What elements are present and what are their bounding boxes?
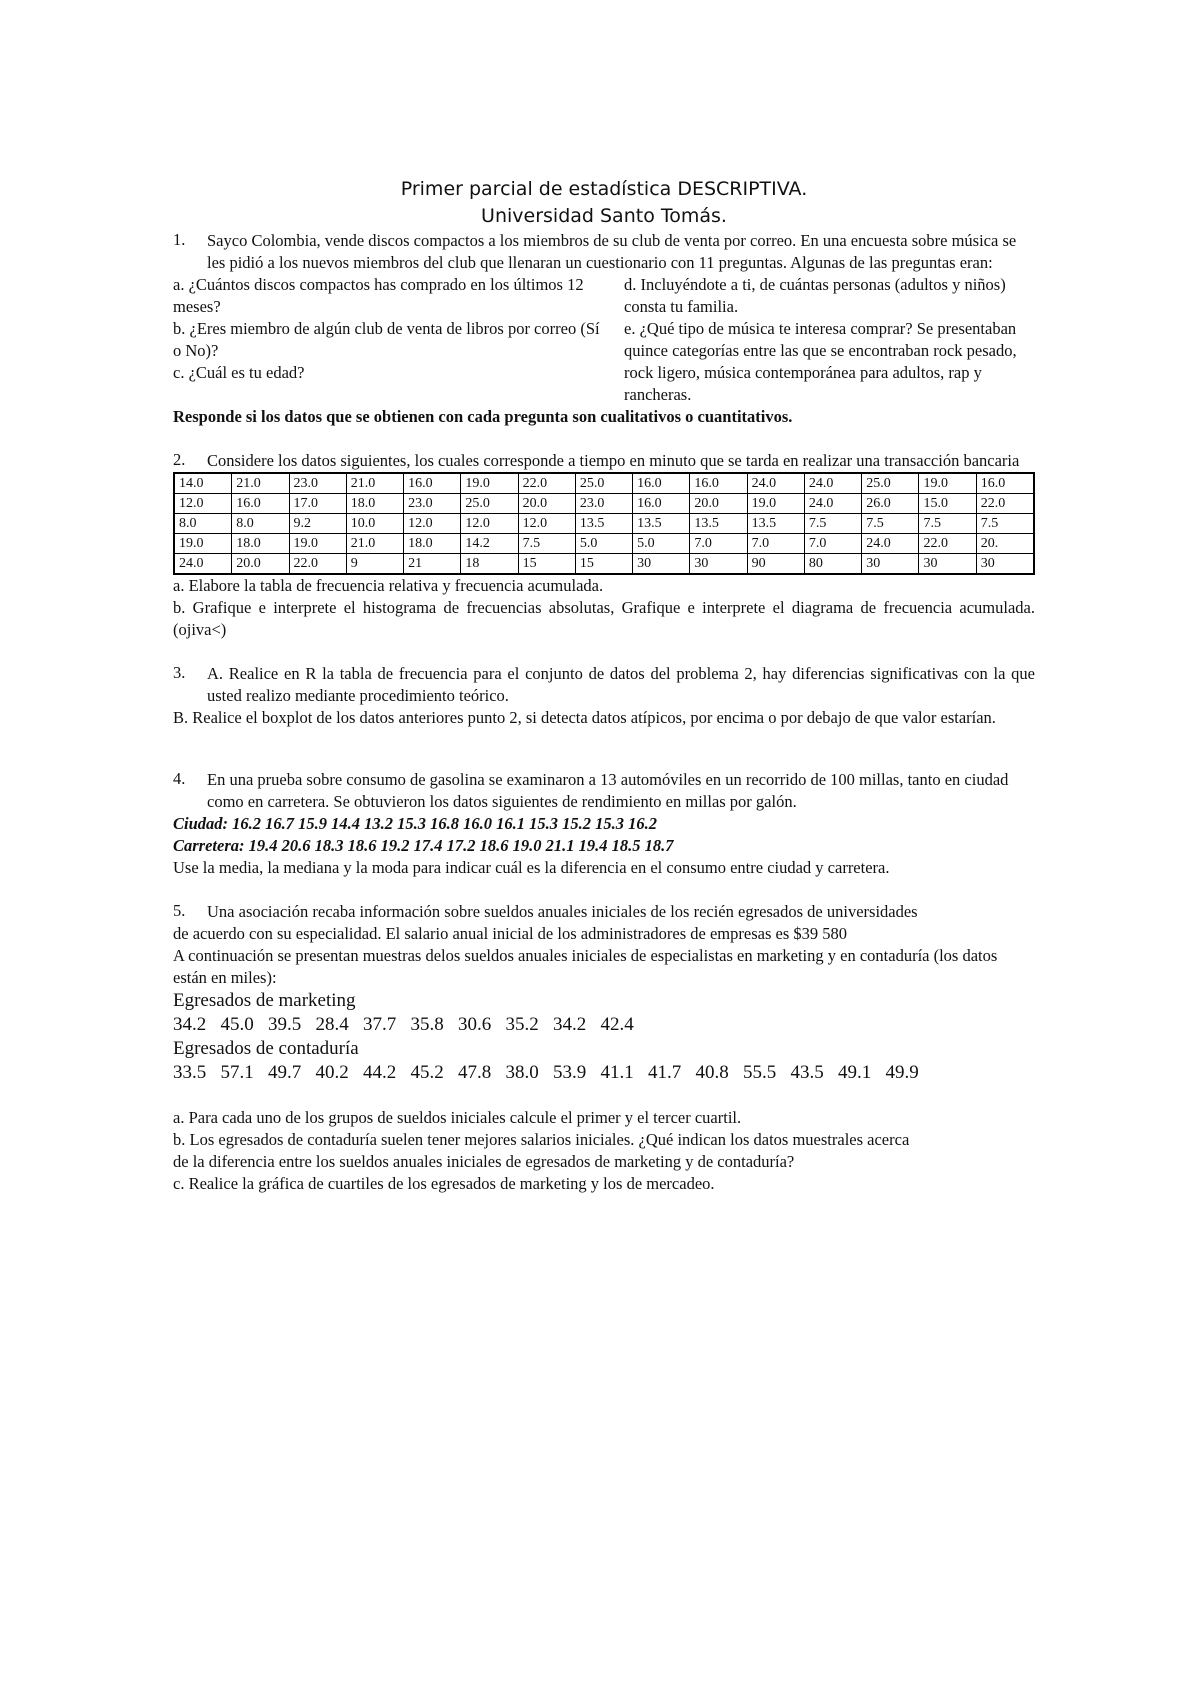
marketing-data: 34.2 45.0 39.5 28.4 37.7 35.8 30.6 35.2 34.2 42.4 [173, 1014, 634, 1035]
exam-title-line1: Primer parcial de estadística DESCRIPTIVA. [400, 178, 808, 200]
table-cell: 12.0 [518, 514, 575, 534]
option-e: e. ¿Qué tipo de música te interesa comprar? Se presentaban quince categorías entre las que se encontraban rock pesado, rock ligero, música contemporánea para adultos, rap y rancheras. [624, 319, 1017, 404]
question-3 [173, 663, 1035, 707]
table-cell: 7.0 [747, 534, 804, 554]
table-cell: 18.0 [346, 494, 403, 514]
table-cell: 8.0 [174, 514, 232, 534]
ciudad-data: Ciudad: 16.2 16.7 15.9 14.4 13.2 15.3 16.8 16.0 16.1 15.3 15.2 15.3 16.2 [173, 814, 658, 833]
table-cell: 19.0 [289, 534, 346, 554]
table-cell: 20.0 [518, 494, 575, 514]
table-cell: 7.0 [690, 534, 747, 554]
table-row [174, 494, 1034, 514]
table-cell: 18 [461, 554, 518, 575]
exam-title-line2: Universidad Santo Tomás. [481, 205, 727, 227]
table-cell: 15 [575, 554, 632, 575]
question-5-line2: de acuerdo con su especialidad. El salario anual inicial de los administradores de empresas es $39 580 [173, 924, 847, 943]
question-1-left-column [173, 274, 604, 406]
question-1-number: 1. [173, 230, 186, 249]
contaduria-label: Egresados de contaduría [173, 1038, 359, 1059]
question-1-instruction: Responde si los datos que se obtienen con cada pregunta son cualitativos o cuantitativos. [173, 407, 793, 426]
option-c: c. ¿Cuál es tu edad? [173, 363, 305, 382]
table-cell: 24.0 [747, 473, 804, 494]
table-cell: 19.0 [747, 494, 804, 514]
table-cell: 22.0 [919, 534, 976, 554]
table-cell: 30 [919, 554, 976, 575]
table-cell: 16.0 [232, 494, 289, 514]
exam-page [173, 176, 1035, 1195]
table-cell: 30 [690, 554, 747, 575]
table-cell: 90 [747, 554, 804, 575]
table-cell: 24.0 [174, 554, 232, 575]
table-cell: 7.5 [518, 534, 575, 554]
table-cell: 7.5 [919, 514, 976, 534]
table-cell: 7.0 [804, 534, 861, 554]
table-cell: 19.0 [919, 473, 976, 494]
table-cell: 24.0 [804, 494, 861, 514]
question-2-part-a: a. Elabore la tabla de frecuencia relativa y frecuencia acumulada. [173, 576, 604, 595]
table-cell: 16.0 [633, 494, 690, 514]
table-cell: 5.0 [575, 534, 632, 554]
table-cell: 12.0 [174, 494, 232, 514]
table-cell: 25.0 [575, 473, 632, 494]
question-5 [173, 901, 1035, 923]
question-5-number: 5. [173, 901, 186, 920]
table-cell: 21.0 [346, 534, 403, 554]
table-cell: 13.5 [575, 514, 632, 534]
table-cell: 30 [633, 554, 690, 575]
table-cell: 17.0 [289, 494, 346, 514]
table-cell: 19.0 [461, 473, 518, 494]
question-1-right-column [604, 274, 1035, 406]
table-cell: 7.5 [976, 514, 1034, 534]
table-cell: 18.0 [404, 534, 461, 554]
table-cell: 16.0 [404, 473, 461, 494]
table-cell: 25.0 [461, 494, 518, 514]
table-cell: 24.0 [804, 473, 861, 494]
question-3-part-a: A. Realice en R la tabla de frecuencia para el conjunto de datos del problema 2, hay diferencias significativas con la que usted realizo mediante procedimiento teórico. [207, 664, 1035, 705]
question-2-part-b: b. Grafique e interprete el histograma de frecuencias absolutas, Grafique e interprete el diagrama de frecuencia acumulada. (ojiva<) [173, 598, 1035, 639]
table-cell: 16.0 [690, 473, 747, 494]
question-3-part-b: B. Realice el boxplot de los datos anteriores punto 2, si detecta datos atípicos, por encima o por debajo de que valor estarían. [173, 708, 996, 727]
table-cell: 80 [804, 554, 861, 575]
question-4-intro: En una prueba sobre consumo de gasolina se examinaron a 13 automóviles en un recorrido de 100 millas, tanto en ciudad como en carretera. Se obtuvieron los datos siguientes de rendimiento en millas por galón. [207, 770, 1009, 811]
table-cell: 23.0 [404, 494, 461, 514]
contaduria-data: 33.5 57.1 49.7 40.2 44.2 45.2 47.8 38.0 53.9 41.1 41.7 40.8 55.5 43.5 49.1 49.9 [173, 1062, 919, 1083]
question-5-part-b: b. Los egresados de contaduría suelen tener mejores salarios iniciales. ¿Qué indican los datos muestrales acerca de la diferencia entre los sueldos anuales iniciales de egresados de marketing y de contaduría? [173, 1130, 910, 1171]
table-cell: 23.0 [289, 473, 346, 494]
table-row [174, 554, 1034, 575]
marketing-label: Egresados de marketing [173, 990, 356, 1011]
question-2 [173, 450, 1035, 472]
table-cell: 15 [518, 554, 575, 575]
table-cell: 26.0 [862, 494, 919, 514]
table-cell: 7.5 [804, 514, 861, 534]
table-cell: 9 [346, 554, 403, 575]
table-cell: 14.2 [461, 534, 518, 554]
option-d: d. Incluyéndote a ti, de cuántas personas (adultos y niños) consta tu familia. [624, 275, 1006, 316]
question-4-instruction: Use la media, la mediana y la moda para indicar cuál es la diferencia en el consumo entre ciudad y carretera. [173, 858, 890, 877]
table-cell: 22.0 [518, 473, 575, 494]
carretera-data: Carretera: 19.4 20.6 18.3 18.6 19.2 17.4 17.2 18.6 19.0 21.1 19.4 18.5 18.7 [173, 836, 674, 855]
table-cell: 14.0 [174, 473, 232, 494]
table-cell: 23.0 [575, 494, 632, 514]
question-3-number: 3. [173, 663, 186, 682]
table-cell: 24.0 [862, 534, 919, 554]
table-cell: 13.5 [747, 514, 804, 534]
table-cell: 20. [976, 534, 1034, 554]
question-5-part-c: c. Realice la gráfica de cuartiles de los egresados de marketing y los de mercadeo. [173, 1174, 715, 1193]
question-1 [173, 230, 1035, 274]
table-row [174, 514, 1034, 534]
option-a: a. ¿Cuántos discos compactos has comprado en los últimos 12 meses? [173, 275, 584, 316]
question-5-line3: A continuación se presentan muestras delos sueldos anuales iniciales de especialistas en marketing y en contaduría (los datos están en miles): [173, 946, 998, 987]
table-cell: 22.0 [976, 494, 1034, 514]
table-cell: 30 [976, 554, 1034, 575]
option-b: b. ¿Eres miembro de algún club de venta de libros por correo (Sí o No)? [173, 319, 600, 360]
table-cell: 20.0 [232, 554, 289, 575]
data-table [173, 472, 1035, 575]
question-4 [173, 769, 1035, 813]
table-cell: 13.5 [690, 514, 747, 534]
table-cell: 8.0 [232, 514, 289, 534]
table-cell: 10.0 [346, 514, 403, 534]
table-cell: 12.0 [404, 514, 461, 534]
table-cell: 19.0 [174, 534, 232, 554]
question-4-number: 4. [173, 769, 186, 788]
question-1-intro: Sayco Colombia, vende discos compactos a los miembros de su club de venta por correo. En una encuesta sobre música se les pidió a los nuevos miembros del club que llenaran un cuestionario con 11 preguntas. Algunas de las preguntas eran: [207, 231, 1017, 272]
table-cell: 21.0 [232, 473, 289, 494]
table-row [174, 534, 1034, 554]
question-2-intro: Considere los datos siguientes, los cuales corresponde a tiempo en minuto que se tarda en realizar una transacción bancaria [207, 451, 1020, 470]
table-cell: 12.0 [461, 514, 518, 534]
question-2-number: 2. [173, 450, 186, 469]
table-cell: 9.2 [289, 514, 346, 534]
table-cell: 5.0 [633, 534, 690, 554]
table-cell: 20.0 [690, 494, 747, 514]
table-cell: 13.5 [633, 514, 690, 534]
table-cell: 22.0 [289, 554, 346, 575]
question-1-options [173, 274, 1035, 406]
table-cell: 18.0 [232, 534, 289, 554]
table-cell: 15.0 [919, 494, 976, 514]
table-cell: 25.0 [862, 473, 919, 494]
table-cell: 21.0 [346, 473, 403, 494]
table-cell: 21 [404, 554, 461, 575]
table-cell: 16.0 [633, 473, 690, 494]
table-cell: 7.5 [862, 514, 919, 534]
question-5-part-a: a. Para cada uno de los grupos de sueldos iniciales calcule el primer y el tercer cuartil. [173, 1108, 742, 1127]
question-5-intro: Una asociación recaba información sobre sueldos anuales iniciales de los recién egresados de universidades [207, 902, 918, 921]
table-cell: 30 [862, 554, 919, 575]
table-row [174, 473, 1034, 494]
table-cell: 16.0 [976, 473, 1034, 494]
